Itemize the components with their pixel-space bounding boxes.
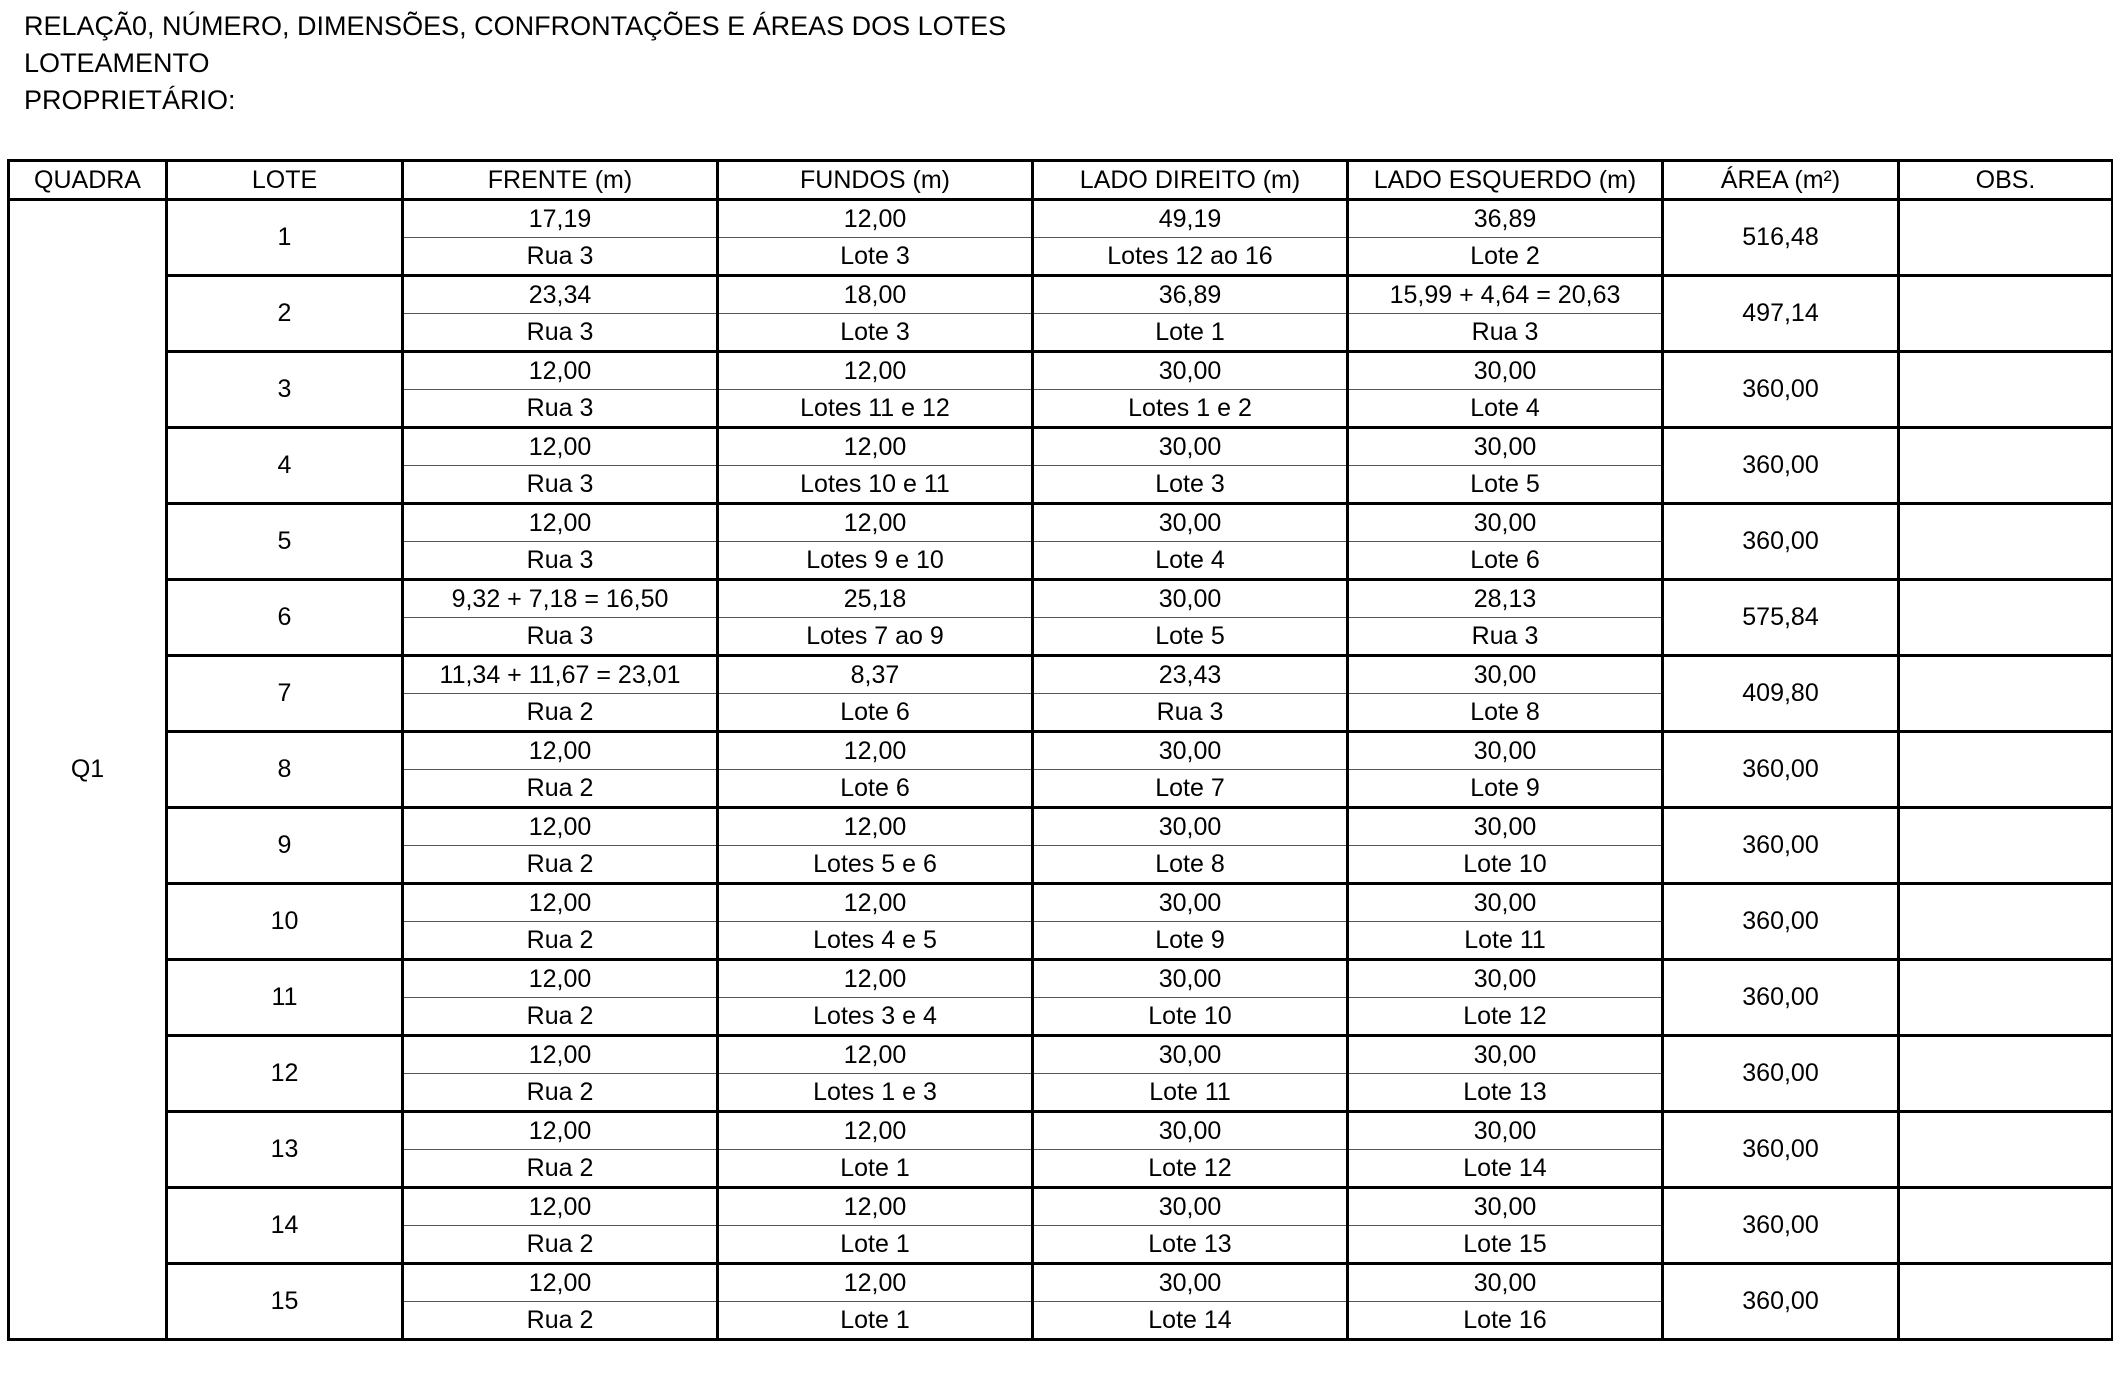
frente-confrontacao: Rua 2 bbox=[403, 1302, 718, 1340]
lado-direito-confrontacao: Lote 10 bbox=[1033, 998, 1348, 1036]
frente-value: 11,34 + 11,67 = 23,01 bbox=[403, 656, 718, 694]
frente-confrontacao: Rua 3 bbox=[403, 466, 718, 504]
lado-direito-value: 30,00 bbox=[1033, 960, 1348, 998]
lado-esquerdo-value: 30,00 bbox=[1348, 884, 1663, 922]
lado-esquerdo-value: 30,00 bbox=[1348, 428, 1663, 466]
lado-direito-value: 30,00 bbox=[1033, 504, 1348, 542]
lots-table-body bbox=[9, 200, 2113, 1340]
obs-value bbox=[1899, 352, 2113, 428]
fundos-value: 12,00 bbox=[718, 808, 1033, 846]
header-area: ÁREA (m²) bbox=[1663, 161, 1899, 200]
lots-table bbox=[7, 159, 2113, 1341]
fundos-confrontacao: Lote 3 bbox=[718, 238, 1033, 276]
frente-value: 17,19 bbox=[403, 200, 718, 238]
frente-value: 12,00 bbox=[403, 732, 718, 770]
lado-direito-confrontacao: Lote 11 bbox=[1033, 1074, 1348, 1112]
area-value: 360,00 bbox=[1663, 1188, 1899, 1264]
lado-esquerdo-confrontacao: Lote 10 bbox=[1348, 846, 1663, 884]
fundos-confrontacao: Lotes 11 e 12 bbox=[718, 390, 1033, 428]
fundos-value: 12,00 bbox=[718, 200, 1033, 238]
lado-direito-value: 23,43 bbox=[1033, 656, 1348, 694]
lado-esquerdo-value: 30,00 bbox=[1348, 808, 1663, 846]
lote-number: 11 bbox=[167, 960, 403, 1036]
table-row bbox=[9, 960, 2113, 998]
frente-confrontacao: Rua 2 bbox=[403, 998, 718, 1036]
area-value: 575,84 bbox=[1663, 580, 1899, 656]
lote-number: 9 bbox=[167, 808, 403, 884]
obs-value bbox=[1899, 200, 2113, 276]
lado-direito-value: 30,00 bbox=[1033, 1188, 1348, 1226]
quadra-cell: Q1 bbox=[9, 200, 167, 1340]
frente-value: 12,00 bbox=[403, 960, 718, 998]
table-row bbox=[9, 1112, 2113, 1150]
frente-value: 12,00 bbox=[403, 1036, 718, 1074]
lado-esquerdo-confrontacao: Lote 4 bbox=[1348, 390, 1663, 428]
lado-esquerdo-confrontacao: Rua 3 bbox=[1348, 618, 1663, 656]
area-value: 360,00 bbox=[1663, 808, 1899, 884]
lote-number: 10 bbox=[167, 884, 403, 960]
lado-esquerdo-value: 30,00 bbox=[1348, 1036, 1663, 1074]
lado-direito-value: 30,00 bbox=[1033, 1112, 1348, 1150]
frente-value: 23,34 bbox=[403, 276, 718, 314]
fundos-value: 25,18 bbox=[718, 580, 1033, 618]
fundos-value: 12,00 bbox=[718, 1264, 1033, 1302]
lado-direito-confrontacao: Lote 9 bbox=[1033, 922, 1348, 960]
fundos-value: 12,00 bbox=[718, 884, 1033, 922]
lado-direito-value: 30,00 bbox=[1033, 732, 1348, 770]
fundos-confrontacao: Lote 6 bbox=[718, 770, 1033, 808]
frente-confrontacao: Rua 3 bbox=[403, 238, 718, 276]
fundos-confrontacao: Lote 3 bbox=[718, 314, 1033, 352]
lado-esquerdo-value: 30,00 bbox=[1348, 1264, 1663, 1302]
lado-direito-confrontacao: Lote 4 bbox=[1033, 542, 1348, 580]
frente-confrontacao: Rua 2 bbox=[403, 1074, 718, 1112]
fundos-value: 8,37 bbox=[718, 656, 1033, 694]
document-header bbox=[24, 8, 1006, 119]
obs-value bbox=[1899, 808, 2113, 884]
area-value: 360,00 bbox=[1663, 504, 1899, 580]
fundos-value: 12,00 bbox=[718, 504, 1033, 542]
loteamento-label: LOTEAMENTO bbox=[24, 48, 210, 78]
lote-number: 7 bbox=[167, 656, 403, 732]
lado-esquerdo-confrontacao: Lote 6 bbox=[1348, 542, 1663, 580]
frente-value: 12,00 bbox=[403, 884, 718, 922]
lado-esquerdo-confrontacao: Lote 8 bbox=[1348, 694, 1663, 732]
area-value: 497,14 bbox=[1663, 276, 1899, 352]
table-header-row bbox=[9, 161, 2113, 200]
obs-value bbox=[1899, 960, 2113, 1036]
lote-number: 15 bbox=[167, 1264, 403, 1340]
header-obs: OBS. bbox=[1899, 161, 2113, 200]
proprietario-label: PROPRIETÁRIO: bbox=[24, 85, 236, 115]
fundos-value: 12,00 bbox=[718, 1112, 1033, 1150]
area-value: 360,00 bbox=[1663, 1112, 1899, 1188]
fundos-confrontacao: Lote 1 bbox=[718, 1302, 1033, 1340]
fundos-confrontacao: Lotes 9 e 10 bbox=[718, 542, 1033, 580]
fundos-value: 12,00 bbox=[718, 352, 1033, 390]
lado-direito-value: 36,89 bbox=[1033, 276, 1348, 314]
frente-value: 9,32 + 7,18 = 16,50 bbox=[403, 580, 718, 618]
fundos-value: 12,00 bbox=[718, 732, 1033, 770]
lado-esquerdo-confrontacao: Lote 2 bbox=[1348, 238, 1663, 276]
obs-value bbox=[1899, 276, 2113, 352]
lado-esquerdo-value: 36,89 bbox=[1348, 200, 1663, 238]
lado-esquerdo-value: 28,13 bbox=[1348, 580, 1663, 618]
fundos-confrontacao: Lotes 7 ao 9 bbox=[718, 618, 1033, 656]
frente-confrontacao: Rua 2 bbox=[403, 846, 718, 884]
area-value: 360,00 bbox=[1663, 884, 1899, 960]
lado-esquerdo-confrontacao: Lote 16 bbox=[1348, 1302, 1663, 1340]
table-row bbox=[9, 352, 2113, 390]
obs-value bbox=[1899, 504, 2113, 580]
lote-number: 12 bbox=[167, 1036, 403, 1112]
obs-value bbox=[1899, 428, 2113, 504]
obs-value bbox=[1899, 1112, 2113, 1188]
table-row bbox=[9, 1264, 2113, 1302]
lado-esquerdo-value: 15,99 + 4,64 = 20,63 bbox=[1348, 276, 1663, 314]
area-value: 409,80 bbox=[1663, 656, 1899, 732]
lado-direito-confrontacao: Lote 8 bbox=[1033, 846, 1348, 884]
lado-esquerdo-confrontacao: Lote 14 bbox=[1348, 1150, 1663, 1188]
table-row bbox=[9, 1036, 2113, 1074]
header-lado-esquerdo: LADO ESQUERDO (m) bbox=[1348, 161, 1663, 200]
area-value: 360,00 bbox=[1663, 352, 1899, 428]
lado-direito-confrontacao: Lote 14 bbox=[1033, 1302, 1348, 1340]
area-value: 360,00 bbox=[1663, 732, 1899, 808]
frente-value: 12,00 bbox=[403, 1112, 718, 1150]
lado-esquerdo-confrontacao: Lote 5 bbox=[1348, 466, 1663, 504]
obs-value bbox=[1899, 1188, 2113, 1264]
fundos-confrontacao: Lote 1 bbox=[718, 1150, 1033, 1188]
lado-esquerdo-value: 30,00 bbox=[1348, 352, 1663, 390]
lado-direito-confrontacao: Lote 12 bbox=[1033, 1150, 1348, 1188]
obs-value bbox=[1899, 732, 2113, 808]
lado-direito-confrontacao: Lote 7 bbox=[1033, 770, 1348, 808]
area-value: 360,00 bbox=[1663, 428, 1899, 504]
fundos-confrontacao: Lotes 3 e 4 bbox=[718, 998, 1033, 1036]
lote-number: 4 bbox=[167, 428, 403, 504]
fundos-value: 12,00 bbox=[718, 428, 1033, 466]
lado-esquerdo-confrontacao: Lote 11 bbox=[1348, 922, 1663, 960]
area-value: 360,00 bbox=[1663, 960, 1899, 1036]
frente-confrontacao: Rua 2 bbox=[403, 1150, 718, 1188]
lado-direito-confrontacao: Lote 5 bbox=[1033, 618, 1348, 656]
lado-esquerdo-value: 30,00 bbox=[1348, 656, 1663, 694]
table-row bbox=[9, 808, 2113, 846]
lado-esquerdo-confrontacao: Lote 9 bbox=[1348, 770, 1663, 808]
lado-direito-value: 30,00 bbox=[1033, 428, 1348, 466]
lado-direito-value: 30,00 bbox=[1033, 1264, 1348, 1302]
table-row bbox=[9, 504, 2113, 542]
obs-value bbox=[1899, 656, 2113, 732]
lado-direito-confrontacao: Lote 13 bbox=[1033, 1226, 1348, 1264]
frente-value: 12,00 bbox=[403, 428, 718, 466]
frente-confrontacao: Rua 3 bbox=[403, 542, 718, 580]
lado-direito-confrontacao: Lotes 12 ao 16 bbox=[1033, 238, 1348, 276]
frente-value: 12,00 bbox=[403, 1264, 718, 1302]
frente-confrontacao: Rua 3 bbox=[403, 618, 718, 656]
fundos-value: 12,00 bbox=[718, 1036, 1033, 1074]
fundos-value: 12,00 bbox=[718, 960, 1033, 998]
fundos-confrontacao: Lotes 1 e 3 bbox=[718, 1074, 1033, 1112]
frente-value: 12,00 bbox=[403, 1188, 718, 1226]
lado-esquerdo-value: 30,00 bbox=[1348, 504, 1663, 542]
table-row bbox=[9, 884, 2113, 922]
document-title: RELAÇÃ0, NÚMERO, DIMENSÕES, CONFRONTAÇÕES E ÁREAS DOS LOTES bbox=[24, 11, 1007, 41]
frente-confrontacao: Rua 3 bbox=[403, 314, 718, 352]
lado-direito-value: 30,00 bbox=[1033, 1036, 1348, 1074]
lote-number: 6 bbox=[167, 580, 403, 656]
lado-esquerdo-confrontacao: Lote 13 bbox=[1348, 1074, 1663, 1112]
lado-direito-value: 30,00 bbox=[1033, 580, 1348, 618]
table-row bbox=[9, 276, 2113, 314]
area-value: 360,00 bbox=[1663, 1036, 1899, 1112]
table-row bbox=[9, 428, 2113, 466]
fundos-confrontacao: Lotes 4 e 5 bbox=[718, 922, 1033, 960]
lote-number: 13 bbox=[167, 1112, 403, 1188]
area-value: 360,00 bbox=[1663, 1264, 1899, 1340]
lado-direito-confrontacao: Rua 3 bbox=[1033, 694, 1348, 732]
frente-confrontacao: Rua 2 bbox=[403, 770, 718, 808]
obs-value bbox=[1899, 580, 2113, 656]
lado-direito-confrontacao: Lotes 1 e 2 bbox=[1033, 390, 1348, 428]
lado-esquerdo-confrontacao: Lote 12 bbox=[1348, 998, 1663, 1036]
header-quadra: QUADRA bbox=[9, 161, 167, 200]
frente-confrontacao: Rua 3 bbox=[403, 390, 718, 428]
obs-value bbox=[1899, 1264, 2113, 1340]
frente-value: 12,00 bbox=[403, 352, 718, 390]
header-frente: FRENTE (m) bbox=[403, 161, 718, 200]
lado-esquerdo-confrontacao: Rua 3 bbox=[1348, 314, 1663, 352]
table-row bbox=[9, 580, 2113, 618]
lado-esquerdo-confrontacao: Lote 15 bbox=[1348, 1226, 1663, 1264]
table-row bbox=[9, 1188, 2113, 1226]
fundos-confrontacao: Lotes 10 e 11 bbox=[718, 466, 1033, 504]
fundos-value: 18,00 bbox=[718, 276, 1033, 314]
area-value: 516,48 bbox=[1663, 200, 1899, 276]
table-row bbox=[9, 732, 2113, 770]
table-row bbox=[9, 656, 2113, 694]
lado-direito-value: 30,00 bbox=[1033, 352, 1348, 390]
fundos-confrontacao: Lote 6 bbox=[718, 694, 1033, 732]
lote-number: 5 bbox=[167, 504, 403, 580]
frente-value: 12,00 bbox=[403, 808, 718, 846]
obs-value bbox=[1899, 884, 2113, 960]
lote-number: 14 bbox=[167, 1188, 403, 1264]
fundos-confrontacao: Lotes 5 e 6 bbox=[718, 846, 1033, 884]
lado-esquerdo-value: 30,00 bbox=[1348, 732, 1663, 770]
lote-number: 3 bbox=[167, 352, 403, 428]
lado-esquerdo-value: 30,00 bbox=[1348, 960, 1663, 998]
frente-confrontacao: Rua 2 bbox=[403, 694, 718, 732]
lado-direito-value: 49,19 bbox=[1033, 200, 1348, 238]
table-row bbox=[9, 200, 2113, 238]
frente-confrontacao: Rua 2 bbox=[403, 922, 718, 960]
frente-confrontacao: Rua 2 bbox=[403, 1226, 718, 1264]
header-lado-direito: LADO DIREITO (m) bbox=[1033, 161, 1348, 200]
lado-direito-confrontacao: Lote 3 bbox=[1033, 466, 1348, 504]
lado-direito-value: 30,00 bbox=[1033, 808, 1348, 846]
lote-number: 8 bbox=[167, 732, 403, 808]
obs-value bbox=[1899, 1036, 2113, 1112]
fundos-value: 12,00 bbox=[718, 1188, 1033, 1226]
frente-value: 12,00 bbox=[403, 504, 718, 542]
lado-direito-confrontacao: Lote 1 bbox=[1033, 314, 1348, 352]
header-lote: LOTE bbox=[167, 161, 403, 200]
lote-number: 1 bbox=[167, 200, 403, 276]
lado-esquerdo-value: 30,00 bbox=[1348, 1112, 1663, 1150]
fundos-confrontacao: Lote 1 bbox=[718, 1226, 1033, 1264]
lote-number: 2 bbox=[167, 276, 403, 352]
lado-direito-value: 30,00 bbox=[1033, 884, 1348, 922]
lado-esquerdo-value: 30,00 bbox=[1348, 1188, 1663, 1226]
header-fundos: FUNDOS (m) bbox=[718, 161, 1033, 200]
